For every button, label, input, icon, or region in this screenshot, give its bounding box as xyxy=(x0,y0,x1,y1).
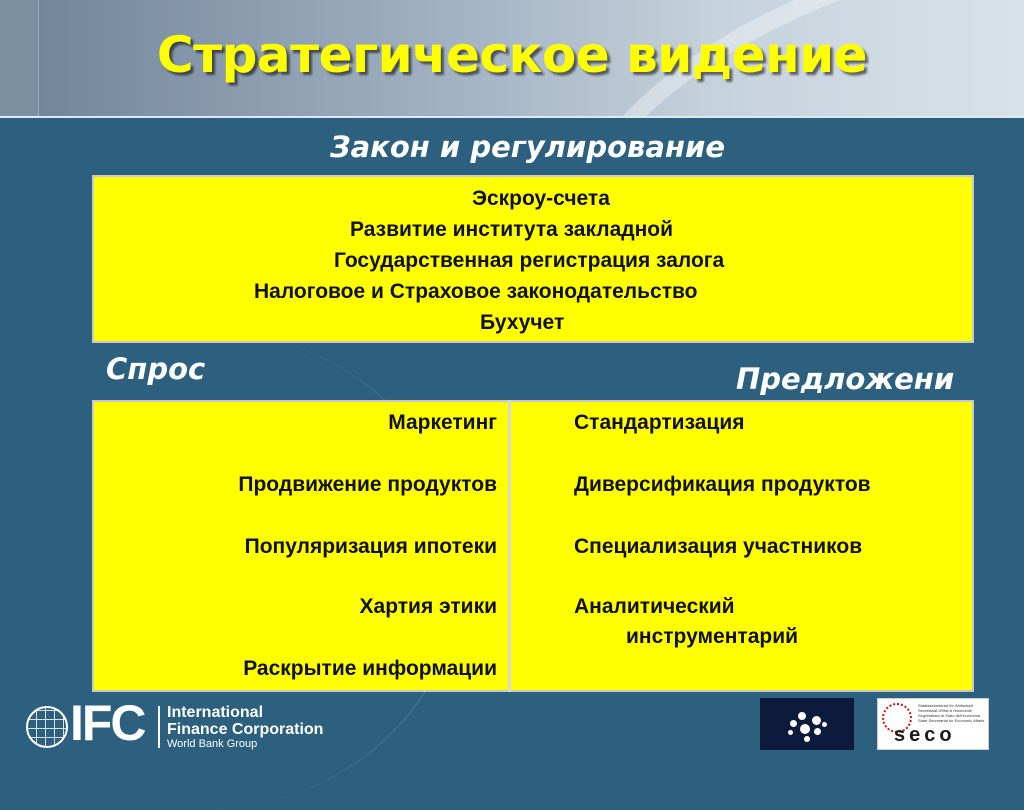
ifc-logo-mark: IFC xyxy=(70,695,145,751)
ifc-logo-divider xyxy=(158,706,160,748)
demand-item: Раскрытие информации xyxy=(243,657,497,680)
regulation-box xyxy=(92,175,974,343)
supply-item: инструментарий xyxy=(626,625,799,648)
ifc-logo-line2: Finance Corporation xyxy=(167,721,324,738)
demand-heading: Спрос xyxy=(106,352,206,386)
supply-heading: Предложени xyxy=(736,362,955,396)
logo-dot xyxy=(814,728,821,735)
regulation-item: Развитие института закладной xyxy=(350,218,674,241)
globe-icon xyxy=(26,706,68,748)
regulation-item: Налоговое и Страховое законодательство xyxy=(254,280,698,303)
supply-item: Аналитический xyxy=(574,595,735,618)
logo-dot xyxy=(790,720,797,727)
supply-item: Специализация участников xyxy=(574,535,863,558)
slide-title: Стратегическое видение xyxy=(156,26,868,84)
logo-dot xyxy=(804,736,810,742)
regulation-item: Бухучет xyxy=(480,311,565,334)
logo-dot xyxy=(812,716,821,725)
regulation-heading: Закон и регулирование xyxy=(330,130,725,164)
logo-dot xyxy=(798,712,806,720)
logo-dot xyxy=(788,730,793,735)
seco-subtitle: Staatssekretariat für Wirtschaft Secrétariat d'Etat à l'économie Segretariato di Stato dell'economia State Secretariat for Economic Affairs xyxy=(918,703,985,723)
seco-logo xyxy=(877,698,989,750)
regulation-item: Эскроу-счета xyxy=(472,187,610,210)
column-divider xyxy=(508,400,511,692)
dots-logo xyxy=(760,698,854,750)
seco-wordmark: seco xyxy=(894,724,956,746)
logo-dot xyxy=(800,724,810,734)
demand-item: Популяризация ипотеки xyxy=(244,535,497,558)
regulation-item: Государственная регистрация залога xyxy=(334,249,725,272)
demand-item: Маркетинг xyxy=(388,411,497,434)
demand-item: Хартия этики xyxy=(359,595,497,618)
header-rule xyxy=(0,116,1024,118)
ifc-logo-line1: International xyxy=(167,704,264,721)
supply-item: Диверсификация продуктов xyxy=(574,473,871,496)
supply-item: Стандартизация xyxy=(574,411,745,434)
ifc-logo-line3: World Bank Group xyxy=(167,738,258,750)
demand-item: Продвижение продуктов xyxy=(238,473,497,496)
logo-dot xyxy=(822,722,827,727)
